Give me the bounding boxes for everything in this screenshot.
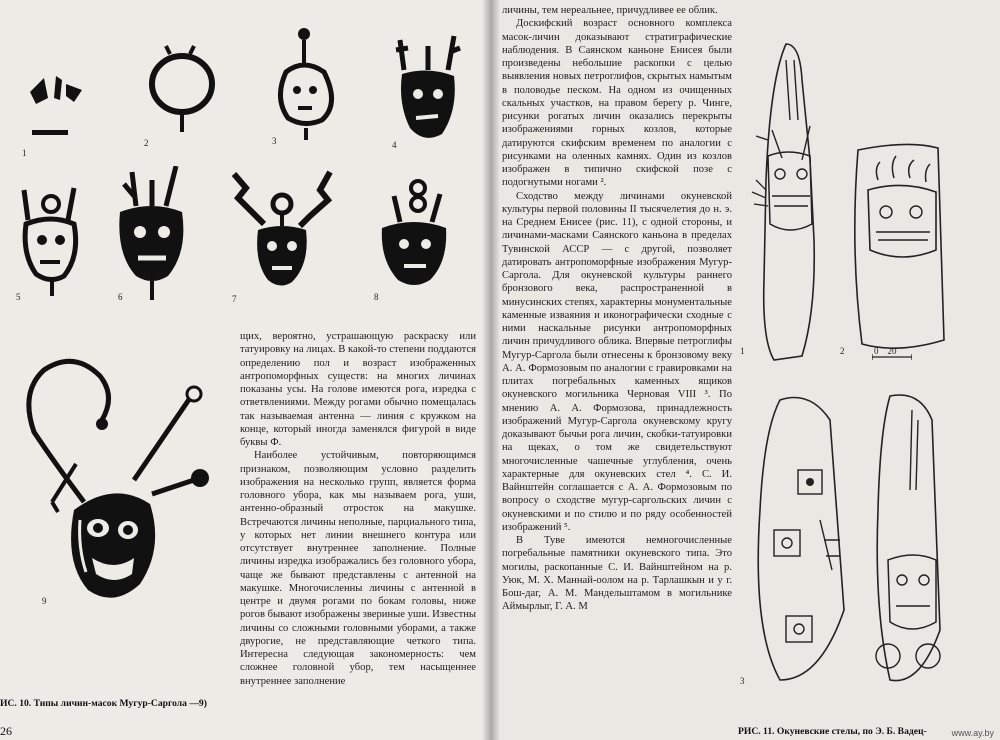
text-paragraph: Наиболее устойчивым, повторяющимся признаком, позволяющим условно разделить изображения на несколько групп, является форма головного убора, как мы называем рога, уши, антенно-образный отросток на макушке. Встречаются личины неполные, парциального типа, у которых нет линии внешнего контура или отсутствует внутреннее заполнение. Полные личины изредка изображались без головного убора, чаще же бывают представлены с антенной на макушке. Многочисленны личины с антенной в центре и двумя рогами по бокам головы, ниже рогов бывают изображены звериные уши. Известны личины со сложными головными уборами, а также двурогие, не представляющие четкого типа. Интересна следующая закономерность: чем сложнее головной убор, тем насыщеннее внутреннее заполнение — [240, 450, 476, 687]
figure-number: 9 — [42, 596, 47, 606]
book-spine-shadow — [482, 0, 500, 740]
text-paragraph: Сходство между личинами окуневской культуры первой половины II тысячелетия до н. э. на Среднем Енисее (рис. 11), с одной стороны, и личинами-масками Саянского каньона в пределах Тувинской АССР — с другой, позволяет датировать антропоморфные изображения Мугур-Саргола. Для окуневской культуры раннего бронзового века, распространенной в минусинских степях, характерны монументальные каменные изваяния и иконографически сходные с ними наскальные рисунки антропоморфных личин причудливого облика. Впервые петроглифы Мугур-Саргола были отнесены к бронзовому веку А. А. Формозовым по аналогии с гравировками на плитах погребальных каменных ящиков окуневского могильника Черновая VIII ³. По мнению А. А. Формозова, принадлежность изображений Мугур-Саргола окуневскому кругу доказывают бычьи рога личин, скобки-татуировки на щеках, о том же свидетельствуют многочисленные чашечные углубления, очень характерные для окуневских стел ⁴. С. И. Вайнштейн соглашается с А. А. Формозовым по вопросу о сходстве мугур-саргольских личин с окуневскими и по стилю и по ряду особенностей изображений ⁵. — [502, 190, 733, 533]
mask-figure-5 — [16, 180, 86, 300]
figure-number: 3 — [740, 676, 745, 686]
right-page — [490, 0, 1000, 740]
figure-number: 2 — [840, 346, 845, 356]
left-text-column — [240, 330, 476, 688]
figure-number: 8 — [374, 292, 379, 302]
mask-figure-7 — [226, 168, 340, 304]
text-paragraph: личины, тем нереальнее, причудливее ее облик. — [502, 5, 718, 16]
stela-figure-2 — [848, 140, 948, 358]
stela-figure-1 — [746, 40, 828, 364]
figure-caption: ИС. 10. Типы личин-масок Мугур-Саргола —9) — [0, 698, 207, 709]
figure-number: 7 — [232, 294, 237, 304]
figure-number: 2 — [144, 138, 149, 148]
mask-figure-2 — [142, 36, 222, 136]
mask-figure-4 — [392, 30, 472, 150]
page-number: 26 — [0, 724, 12, 738]
left-page — [0, 0, 490, 740]
figure-caption: РИС. 11. Окуневские стелы, по Э. Б. Вадец- — [738, 726, 927, 737]
scale-label: 0 20 — [874, 346, 897, 356]
figure-number: 1 — [740, 346, 745, 356]
figure-number: 4 — [392, 140, 397, 150]
mask-figure-1 — [22, 70, 92, 140]
stela-figure-3 — [740, 390, 964, 688]
text-paragraph: щих, вероятно, устрашающую раскраску или татуировку на лицах. В какой-то степени поддаются определению пол и возраст изображенных антропоморфных существ: на многих личинах показаны усы. На голове имеются рога, изредка с ответвлениями. Между рогами обычно помещалась так называемая антенна — линия с кружком на конце, который иногда заменялся фигурой в виде буквы Ф. — [240, 331, 476, 448]
text-paragraph: Доскифский возраст основного комплекса масок-личин доказывают стратиграфические наблюдения. В Саянском каньоне Енисея были произведены небольшие раскопки с целью выявления новых петроглифов, скрытых намытым в половодье песком. На одном из очищенных скальных участков, на правом берегу р. Чинге, рисунки рогатых личин оказались перекрыты изображениями горных козлов, которые датируются скифским временем по аналогии с рисунками на оленных камнях. Один из козлов изображен в типично скифской позе с подогнутыми ногами ². — [502, 18, 732, 189]
mask-figure-6 — [112, 166, 192, 302]
right-text-column — [502, 4, 732, 614]
watermark: www.ay.by — [951, 728, 994, 738]
mask-figure-8 — [374, 176, 454, 292]
figure-number: 5 — [16, 292, 21, 302]
figure-number: 1 — [22, 148, 27, 158]
mask-figure-3 — [272, 24, 352, 144]
figure-number: 6 — [118, 292, 123, 302]
figure-number: 3 — [272, 136, 277, 146]
text-paragraph: В Туве имеются немногочисленные погребальные памятники окуневского типа. Это могилы, раскопанные С. И. Вайнштейном на р. Уюк, М. Х. Маннай-оолом на р. Тарлашкын и у г. Бош-даг, А. М. Мандельштамом в могильнике Аймырлыг, Г. А. М — [502, 535, 732, 613]
mask-figure-9 — [14, 352, 224, 612]
